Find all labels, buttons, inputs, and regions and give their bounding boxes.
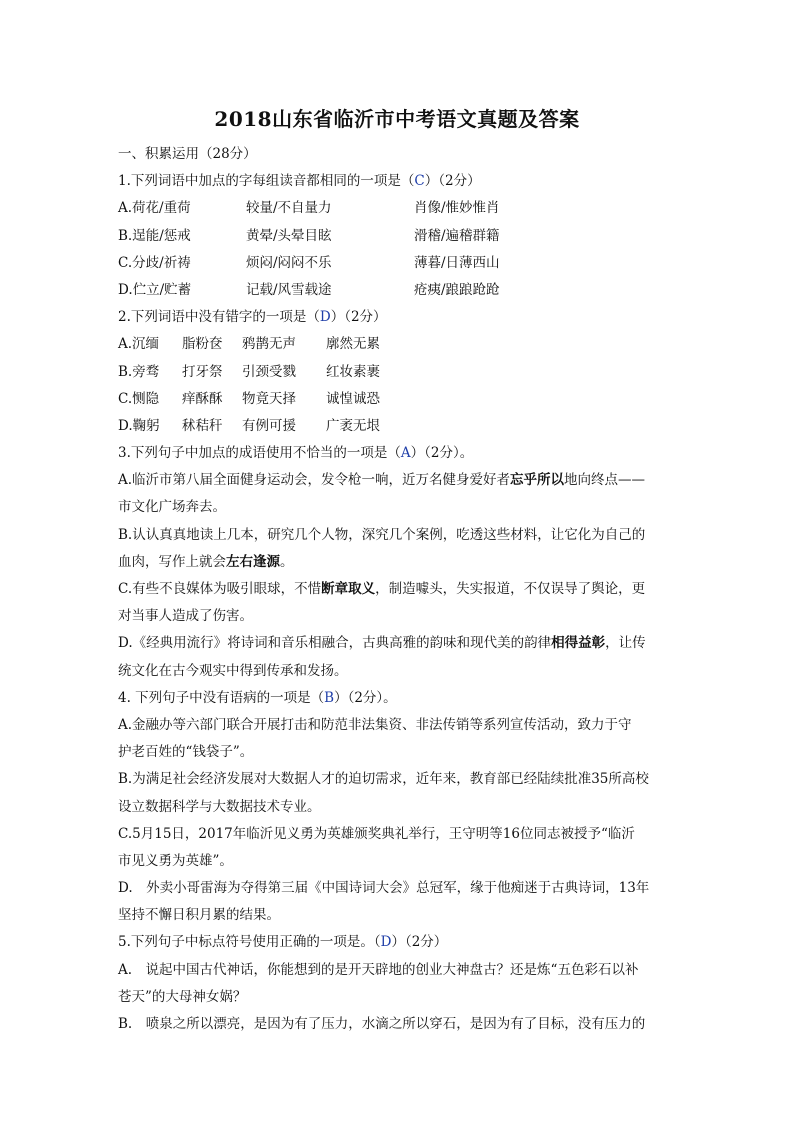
option-cell: 脂粉奁 bbox=[182, 336, 223, 353]
question-4-option-a-cont: 护老百姓的“钱袋子”。 bbox=[118, 744, 254, 761]
question-4-stem bbox=[118, 685, 678, 712]
option-text: ，制造噱头，失实报道，不仅误导了舆论，更 bbox=[375, 581, 646, 597]
question-points: ）（2分）。 bbox=[334, 689, 397, 706]
option-cell: 打牙祭 bbox=[182, 363, 223, 380]
question-1-option-b bbox=[118, 223, 678, 250]
option-cell: 红妆素裹 bbox=[326, 363, 380, 380]
option-cell: 烦闷/闷闷不乐 bbox=[246, 254, 332, 271]
option-text: A.临沂市第八届全面健身运动会，发令枪一响，近万名健身爱好者 bbox=[118, 472, 511, 489]
option-cell: 黄晕/头晕目眩 bbox=[246, 227, 332, 244]
option-cell: 秫秸秆 bbox=[182, 417, 223, 434]
option-text: 地向终点—— bbox=[564, 472, 646, 489]
question-3-option-b-cont bbox=[118, 549, 678, 576]
question-5-option-a-cont: 苍天”的大母神女娲？ bbox=[118, 988, 247, 1005]
highlighted-idiom: 断章取义 bbox=[321, 581, 376, 597]
question-3-option-d bbox=[118, 630, 678, 657]
answer-letter: D bbox=[319, 309, 331, 326]
page-title: 2018山东省临沂市中考语文真题及答案 bbox=[214, 107, 580, 131]
question-2-option-c bbox=[118, 386, 678, 413]
question-2-stem bbox=[118, 304, 678, 331]
option-cell: 鸦鹊无声 bbox=[242, 336, 296, 353]
option-cell: 廓然无累 bbox=[326, 336, 380, 353]
option-cell: A.荷花/重荷 bbox=[118, 200, 191, 217]
question-2-option-b bbox=[118, 359, 678, 386]
option-text: 。 bbox=[280, 553, 294, 570]
answer-letter: C bbox=[414, 173, 425, 190]
option-text: D.《经典用流行》将诗词和音乐相融合，古典高雅的韵味和现代美的韵律 bbox=[118, 635, 552, 652]
highlighted-idiom: 相得益彰 bbox=[551, 635, 606, 652]
question-points: ）（2分） bbox=[424, 173, 481, 190]
option-cell: 记载/风雪载途 bbox=[246, 281, 332, 298]
question-3-option-a-cont: 市文化广场奔去。 bbox=[118, 499, 226, 516]
question-text: 4. 下列句子中没有语病的一项是（ bbox=[118, 689, 325, 706]
question-1-option-c bbox=[118, 250, 678, 277]
question-4-option-d: D. 外卖小哥雷海为夺得第三届《中国诗词大会》总冠军，缘于他痴迷于古典诗词，13年 bbox=[118, 880, 650, 897]
option-cell: 诚惶诚恐 bbox=[326, 390, 380, 407]
option-cell: B.逞能/惩戒 bbox=[118, 227, 191, 244]
question-text: 5.下列句子中标点符号使用正确的一项是。（ bbox=[118, 934, 381, 951]
question-3-option-b: B.认认真真地读上几本，研究几个人物，深究几个案例，吃透这些材料，让它化为自己的 bbox=[118, 526, 646, 543]
question-5-option-a: A. 说起中国古代神话，你能想到的是开天辟地的创业大神盘古？还是炼“五色彩石以补 bbox=[118, 961, 639, 978]
question-1-option-d bbox=[118, 277, 678, 304]
answer-letter: A bbox=[400, 445, 411, 462]
question-points: ）（2分）。 bbox=[410, 445, 474, 462]
question-4-option-c-cont: 市见义勇为英雄”。 bbox=[118, 852, 233, 869]
question-points: ）（2分） bbox=[330, 309, 387, 326]
question-5-stem bbox=[118, 929, 678, 956]
question-3-stem bbox=[118, 440, 678, 467]
question-text: 2.下列词语中没有错字的一项是（ bbox=[118, 309, 320, 326]
option-cell: 广袤无垠 bbox=[326, 417, 380, 434]
question-1-option-a bbox=[118, 195, 678, 222]
document-body bbox=[118, 141, 678, 1038]
option-cell: 痒酥酥 bbox=[182, 390, 223, 407]
option-cell: 滑稽/遍稽群籍 bbox=[414, 227, 500, 244]
question-text: 1.下列词语中加点的字每组读音都相同的一项是（ bbox=[118, 173, 415, 190]
answer-letter: D bbox=[380, 934, 392, 951]
option-cell: 肖像/惟妙惟肖 bbox=[414, 200, 500, 217]
option-text: 血肉，写作上就会 bbox=[118, 553, 226, 570]
question-4-option-b-cont: 设立数据科学与大数据技术专业。 bbox=[118, 798, 321, 815]
answer-letter: B bbox=[324, 689, 335, 706]
question-text: 3.下列句子中加点的成语使用不恰当的一项是（ bbox=[118, 445, 401, 462]
question-4-option-b: B.为满足社会经济发展对大数据人才的迫切需求，近年来，教育部已经陆续批准35所高校 bbox=[118, 771, 649, 788]
question-4-option-a: A.金融办等六部门联合开展打击和防范非法集资、非法传销等系列宣传活动，致力于守 bbox=[118, 716, 632, 733]
question-4-option-d-cont: 坚持不懈日积月累的结果。 bbox=[118, 907, 280, 924]
question-2-option-d bbox=[118, 413, 678, 440]
question-3-option-a bbox=[118, 467, 678, 494]
option-text: C.有些不良媒体为吸引眼球，不惜 bbox=[118, 581, 322, 597]
option-cell: B.旁骛 bbox=[118, 363, 160, 380]
option-cell: 较量/不自量力 bbox=[246, 200, 332, 217]
question-3-option-c bbox=[118, 576, 678, 603]
option-cell: D.伫立/贮蓄 bbox=[118, 281, 192, 298]
highlighted-idiom: 忘乎所以 bbox=[510, 472, 565, 489]
question-4-option-c: C.5月15日，2017年临沂见义勇为英雄颁奖典礼举行，王守明等16位同志被授予“临沂 bbox=[118, 825, 635, 842]
option-cell: 有例可援 bbox=[242, 417, 296, 434]
question-3-option-c-cont: 对当事人造成了伤害。 bbox=[118, 608, 253, 625]
option-cell: 薄暮/日薄西山 bbox=[414, 254, 500, 271]
option-cell: C.分歧/祈祷 bbox=[118, 254, 191, 271]
option-cell: A.沉缅 bbox=[118, 336, 160, 353]
option-cell: 物竟天择 bbox=[242, 390, 296, 407]
question-5-option-b: B. 喷泉之所以漂亮，是因为有了压力，水滴之所以穿石，是因为有了目标，没有压力的 bbox=[118, 1016, 646, 1032]
option-text: ，让传 bbox=[605, 635, 646, 652]
question-1-stem bbox=[118, 168, 678, 195]
option-cell: 引颈受戮 bbox=[242, 363, 296, 380]
question-points: ）（2分） bbox=[391, 934, 448, 951]
option-cell: C.恻隐 bbox=[118, 390, 160, 407]
section-heading: 一、积累运用（28分） bbox=[118, 146, 257, 162]
option-cell: D.鞠躬 bbox=[118, 417, 160, 434]
option-cell: 疮痍/踉踉跄跄 bbox=[414, 281, 500, 298]
highlighted-idiom: 左右逢源 bbox=[226, 553, 280, 570]
question-3-option-d-cont: 统文化在古今观实中得到传承和发扬。 bbox=[118, 662, 348, 679]
question-2-option-a bbox=[118, 331, 678, 358]
